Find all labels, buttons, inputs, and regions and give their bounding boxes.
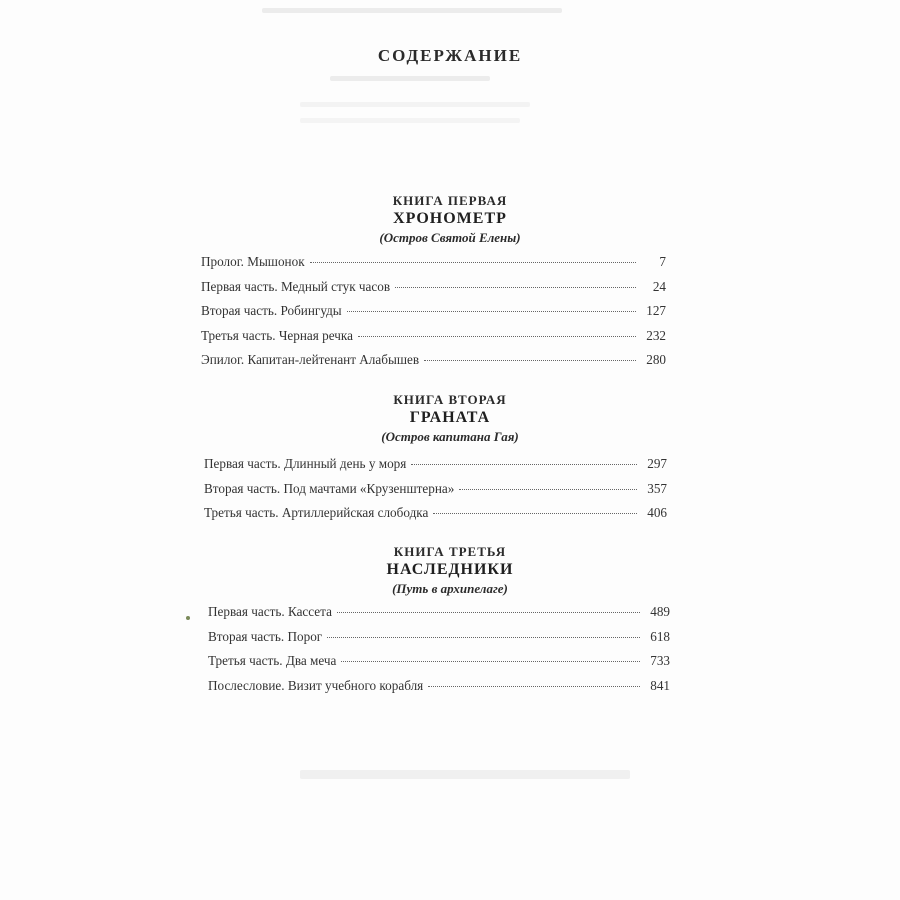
page-number: 297	[647, 456, 667, 471]
entry-title: Третья часть. Два меча	[208, 653, 337, 668]
book-title: ХРОНОМЕТР	[393, 210, 507, 227]
show-through-mark	[300, 770, 630, 779]
toc-entry[interactable]	[208, 653, 670, 678]
book-label: КНИГА ВТОРАЯ	[393, 392, 507, 407]
toc-entry[interactable]	[208, 678, 670, 703]
dot-leader	[395, 287, 636, 288]
page-number: 357	[647, 480, 667, 496]
page-number: 733	[650, 653, 670, 668]
dot-leader	[310, 262, 636, 263]
book-heading	[0, 392, 900, 446]
page-number: 841	[650, 677, 670, 693]
dot-leader	[347, 311, 636, 312]
entry-title: Первая часть. Медный стук часов	[201, 278, 391, 294]
entry-title: Послесловие. Визит учебного корабля	[208, 677, 424, 693]
book-title: НАСЛЕДНИКИ	[386, 561, 514, 578]
page-number: 489	[650, 604, 670, 619]
page-number: 7	[659, 254, 666, 269]
page-number: 406	[647, 505, 667, 520]
toc-entry[interactable]	[201, 254, 666, 279]
toc-entry[interactable]	[201, 352, 666, 377]
dot-leader	[337, 612, 640, 613]
page-title: СОДЕРЖАНИЕ	[377, 46, 523, 65]
book-subtitle: (Остров Святой Елены)	[379, 230, 521, 245]
toc-list	[201, 254, 666, 377]
dot-leader	[358, 336, 636, 337]
entry-title: Вторая часть. Робингуды	[201, 303, 342, 318]
show-through-mark	[300, 102, 530, 107]
entry-title: Вторая часть. Порог	[208, 628, 323, 644]
toc-entry[interactable]	[201, 279, 666, 304]
print-speck	[186, 616, 190, 620]
toc-entry[interactable]	[204, 481, 667, 506]
book-title: ГРАНАТА	[409, 409, 491, 426]
book-heading	[0, 544, 900, 598]
toc-entry[interactable]	[208, 629, 670, 654]
page-number: 24	[652, 278, 666, 294]
page-number: 280	[646, 352, 666, 367]
page-number: 232	[646, 327, 666, 343]
dot-leader	[327, 637, 640, 638]
entry-title: Первая часть. Кассета	[208, 604, 332, 619]
entry-title: Третья часть. Артиллерийская слободка	[204, 505, 429, 520]
toc-entry[interactable]	[201, 303, 666, 328]
toc-list	[204, 456, 667, 530]
entry-title: Эпилог. Капитан-лейтенант Алабышев	[201, 352, 420, 367]
show-through-mark	[262, 8, 562, 13]
toc-entry[interactable]	[208, 604, 670, 629]
dot-leader	[459, 489, 637, 490]
show-through-mark	[330, 76, 490, 81]
book-subtitle: (Путь в архипелаге)	[392, 581, 508, 596]
toc-entry[interactable]	[204, 505, 667, 530]
dot-leader	[424, 360, 636, 361]
page-number: 618	[650, 628, 670, 644]
page-number: 127	[646, 303, 666, 318]
book-label: КНИГА ПЕРВАЯ	[392, 193, 508, 208]
toc-entry[interactable]	[204, 456, 667, 481]
book-label: КНИГА ТРЕТЬЯ	[393, 544, 507, 559]
dot-leader	[428, 686, 640, 687]
dot-leader	[433, 513, 637, 514]
book-heading	[0, 193, 900, 247]
toc-entry[interactable]	[201, 328, 666, 353]
toc-list	[208, 604, 670, 702]
dot-leader	[411, 464, 637, 465]
dot-leader	[341, 661, 640, 662]
entry-title: Пролог. Мышонок	[201, 254, 305, 269]
entry-title: Вторая часть. Под мачтами «Крузенштерна»	[204, 480, 455, 496]
entry-title: Первая часть. Длинный день у моря	[204, 456, 407, 471]
show-through-mark	[300, 118, 520, 123]
book-subtitle: (Остров капитана Гая)	[381, 429, 519, 444]
entry-title: Третья часть. Черная речка	[201, 327, 353, 343]
